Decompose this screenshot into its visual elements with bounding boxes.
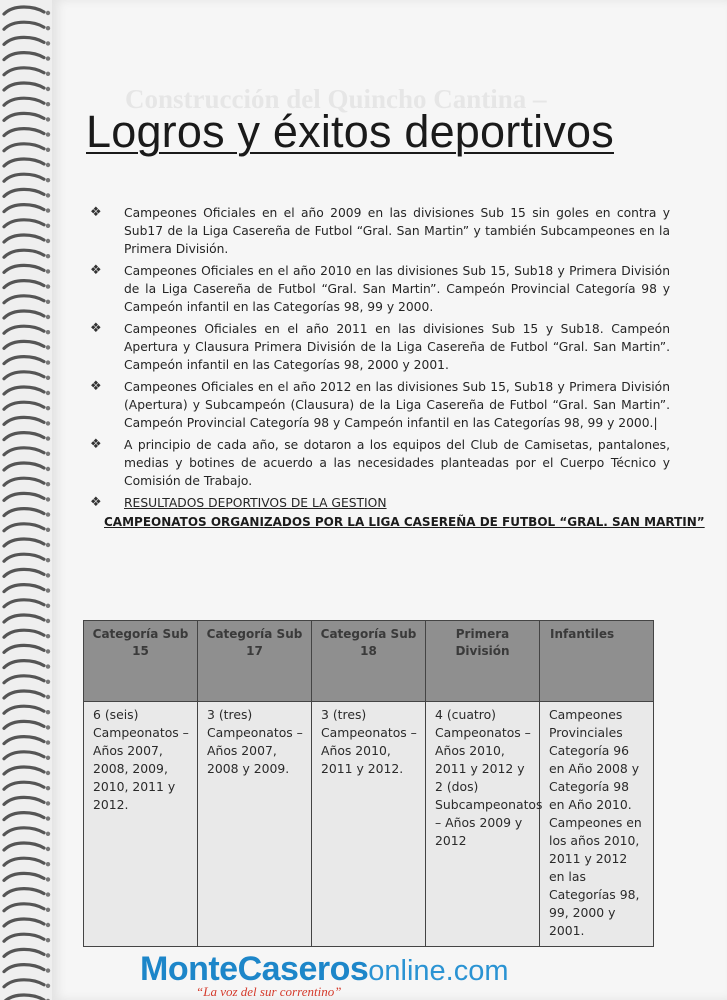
spiral-coil (4, 889, 44, 896)
spiral-coil (4, 524, 44, 531)
spiral-coil (4, 37, 44, 44)
spiral-coil (4, 433, 44, 440)
watermark-suffix: online.com (368, 955, 509, 987)
binding-hole (46, 452, 50, 456)
list-item-text: Campeones Oficiales en el año 2009 en las divisiones Sub 15 sin goles en contra y Sub17 de la Liga Casereña de Futbol “Gral. San Martin” y también Subcampeones en la Primera División. (124, 206, 670, 256)
diamond-bullet-icon: ❖ (90, 263, 102, 278)
binding-hole (46, 345, 50, 349)
spiral-coil (4, 326, 44, 333)
list-item (88, 436, 670, 490)
list-item (88, 204, 670, 258)
spiral-coil (4, 569, 44, 576)
spiral-coil (4, 341, 44, 348)
binding-hole (46, 740, 50, 744)
spiral-coil (4, 797, 44, 804)
spiral-binding (0, 0, 56, 1000)
binding-hole (46, 269, 50, 273)
spiral-coil (4, 585, 44, 592)
list-item-text: Campeones Oficiales en el año 2010 en las divisiones Sub 15, Sub18 y Primera División de la Liga Casereña de Futbol “Gral. San Martin”. Campeón Provincial Categoría 98 y Campeón infantil en las Categorías 98, 99 y 2000. (124, 264, 670, 314)
binding-hole (46, 938, 50, 942)
binding-hole (46, 801, 50, 805)
spiral-coil (4, 645, 44, 652)
column-header: Primera División (426, 621, 540, 702)
list-item-text: Campeones Oficiales en el año 2011 en las divisiones Sub 15 y Sub18. Campeón Apertura y Clausura Primera División de la Liga Casereña de Futbol “Gral. San Martin”. Campeón infantil en las Categorías 98, 2000 y 2001. (124, 322, 670, 372)
spiral-coil (4, 737, 44, 744)
binding-hole (46, 832, 50, 836)
spiral-coil (4, 22, 44, 29)
achievements-list (88, 204, 670, 516)
spiral-coil (4, 828, 44, 835)
binding-hole (46, 528, 50, 532)
spiral-coil (4, 250, 44, 257)
binding-hole (46, 847, 50, 851)
list-item (88, 378, 670, 432)
spiral-coil (4, 205, 44, 212)
spiral-coil (4, 265, 44, 272)
spiral-coil (4, 949, 44, 956)
column-header: Categoría Sub 15 (84, 621, 198, 702)
spiral-coil (4, 843, 44, 850)
watermark-tagline: “La voz del sur correntino” (196, 984, 342, 999)
spiral-coil (4, 691, 44, 698)
spiral-coil (4, 372, 44, 379)
column-header: Categoría Sub 17 (198, 621, 312, 702)
list-item (88, 262, 670, 316)
spiral-coil (4, 357, 44, 364)
diamond-bullet-icon: ❖ (90, 437, 102, 452)
binding-hole (46, 315, 50, 319)
binding-hole (46, 892, 50, 896)
spiral-coil (4, 463, 44, 470)
binding-hole (46, 193, 50, 197)
diamond-bullet-icon: ❖ (90, 379, 102, 394)
binding-hole (46, 604, 50, 608)
table-cell: 6 (seis) Campeonatos – Años 2007, 2008, 2009, 2010, 2011 y 2012. (84, 702, 198, 947)
binding-hole (46, 360, 50, 364)
table-header-row (84, 621, 654, 702)
spiral-coil (4, 235, 44, 242)
binding-hole (46, 11, 50, 15)
results-heading: RESULTADOS DEPORTIVOS DE LA GESTION (124, 496, 387, 510)
binding-hole (46, 588, 50, 592)
binding-hole (46, 786, 50, 790)
binding-hole (46, 543, 50, 547)
binding-hole (46, 239, 50, 243)
spiral-coil (4, 904, 44, 911)
spiral-coil (4, 813, 44, 820)
binding-hole (46, 148, 50, 152)
binding-hole (46, 573, 50, 577)
binding-hole (46, 512, 50, 516)
column-header: Categoría Sub 18 (312, 621, 426, 702)
spiral-coil (4, 767, 44, 774)
spiral-coil (4, 387, 44, 394)
watermark-brand: MonteCaseros (140, 950, 369, 988)
spiral-coil (4, 478, 44, 485)
spiral-coil (4, 493, 44, 500)
spiral-coil (4, 174, 44, 181)
binding-hole (46, 163, 50, 167)
spiral-coil (4, 661, 44, 668)
spiral-coil (4, 144, 44, 151)
binding-hole (46, 649, 50, 653)
championships-subheading: CAMPEONATOS ORGANIZADOS POR LA LIGA CASEREÑA DE FUTBOL “GRAL. SAN MARTIN” (104, 515, 705, 529)
spiral-coil (4, 281, 44, 288)
spiral-coil (4, 706, 44, 713)
binding-hole (46, 695, 50, 699)
binding-hole (46, 406, 50, 410)
list-item (88, 494, 670, 512)
binding-hole (46, 284, 50, 288)
spiral-coil (4, 159, 44, 166)
spiral-coil (4, 83, 44, 90)
spiral-coil (4, 965, 44, 972)
diamond-bullet-icon: ❖ (90, 205, 102, 220)
binding-hole (46, 482, 50, 486)
binding-hole (46, 178, 50, 182)
binding-hole (46, 680, 50, 684)
spiral-coil (4, 311, 44, 318)
binding-hole (46, 756, 50, 760)
spiral-coil (4, 600, 44, 607)
table-cell: Campeones Provinciales Categoría 96 en Año 2008 y Categoría 98 en Año 2010. Campeones en los años 2010, 2011 y 2012 en las Categorías 98, 99, 2000 y 2001. (540, 702, 654, 947)
binding-hole (46, 72, 50, 76)
binding-hole (46, 254, 50, 258)
binding-hole (46, 862, 50, 866)
bleed-through-text: Construcción del Quincho Cantina – (125, 84, 547, 114)
binding-hole (46, 391, 50, 395)
binding-hole (46, 41, 50, 45)
spiral-coil (4, 615, 44, 622)
binding-hole (46, 558, 50, 562)
binding-hole (46, 968, 50, 972)
binding-hole (46, 953, 50, 957)
binding-hole (46, 634, 50, 638)
table-row (84, 702, 654, 947)
binding-hole (46, 208, 50, 212)
spiral-coil (4, 509, 44, 516)
binding-hole (46, 421, 50, 425)
spiral-coil (4, 98, 44, 105)
spiral-coil (4, 554, 44, 561)
binding-hole (46, 619, 50, 623)
spiral-coil (4, 296, 44, 303)
table-cell: 3 (tres) Campeonatos – Años 2010, 2011 y 2012. (312, 702, 426, 947)
binding-hole (46, 664, 50, 668)
binding-hole (46, 117, 50, 121)
diamond-bullet-icon: ❖ (90, 495, 102, 510)
binding-hole (46, 330, 50, 334)
spiral-coil (4, 68, 44, 75)
spiral-coil (4, 721, 44, 728)
results-table (83, 620, 654, 947)
binding-hole (46, 436, 50, 440)
spiral-coil (4, 402, 44, 409)
spiral-coil (4, 752, 44, 759)
binding-hole (46, 376, 50, 380)
column-header: Infantiles (540, 621, 654, 702)
binding-hole (46, 224, 50, 228)
spiral-coil (4, 919, 44, 926)
binding-hole (46, 923, 50, 927)
binding-hole (46, 87, 50, 91)
binding-hole (46, 467, 50, 471)
binding-hole (46, 102, 50, 106)
binding-hole (46, 300, 50, 304)
binding-hole (46, 725, 50, 729)
binding-hole (46, 771, 50, 775)
binding-hole (46, 816, 50, 820)
spiral-coil (4, 676, 44, 683)
spiral-coil (4, 7, 44, 14)
diamond-bullet-icon: ❖ (90, 321, 102, 336)
list-item (88, 320, 670, 374)
spiral-coil (4, 189, 44, 196)
spiral-coil (4, 539, 44, 546)
binding-hole (46, 497, 50, 501)
spiral-coil (4, 113, 44, 120)
spiral-coil (4, 630, 44, 637)
spiral-coil (4, 995, 44, 1000)
binding-hole (46, 710, 50, 714)
binding-hole (46, 56, 50, 60)
binding-hole (46, 877, 50, 881)
binding-hole (46, 26, 50, 30)
table-cell: 4 (cuatro) Campeonatos – Años 2010, 2011 y 2012 y 2 (dos) Subcampeonatos – Años 2009 y 2012 (426, 702, 540, 947)
spiral-coil (4, 448, 44, 455)
binding-hole (46, 908, 50, 912)
spiral-coil (4, 934, 44, 941)
spiral-coil (4, 53, 44, 60)
list-item-text: A principio de cada año, se dotaron a los equipos del Club de Camisetas, pantalones, medias y botines de acuerdo a las necesidades planteadas por el Cuerpo Técnico y Comisión de Trabajo. (124, 438, 670, 488)
spiral-coil (4, 858, 44, 865)
table-cell: 3 (tres) Campeonatos – Años 2007, 2008 y 2009. (198, 702, 312, 947)
binding-hole (46, 984, 50, 988)
page-title: Logros y éxitos deportivos (86, 106, 614, 157)
spiral-coil (4, 129, 44, 136)
binding-hole (46, 132, 50, 136)
spiral-coil (4, 782, 44, 789)
spiral-coil (4, 417, 44, 424)
spiral-coil (4, 980, 44, 987)
spiral-coil (4, 873, 44, 880)
list-item-text: Campeones Oficiales en el año 2012 en las divisiones Sub 15, Sub18 y Primera División (Apertura) y Subcampeón (Clausura) de la Liga Casereña de Futbol “Gral. San Martin”. Campeón Provincial Categoría 98 y Campeón infantil en las Categorías 98, 99 y 2000.| (124, 380, 670, 430)
spiral-coil (4, 220, 44, 227)
